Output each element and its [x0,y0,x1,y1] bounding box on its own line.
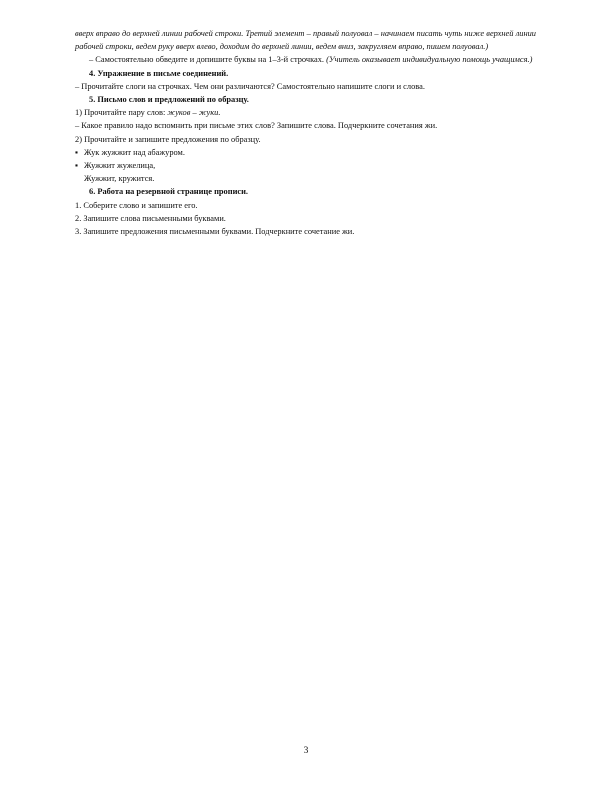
page-number: 3 [303,746,309,756]
section-heading-4: 4. Упражнение в письме соединений. [89,68,229,78]
trace-letters-text: – Самостоятельно обведите и допишите буквы на 1–3-й строчках. [89,55,325,65]
section-heading-6: 6. Работа на резервной странице прописи. [89,187,249,197]
paragraph-spelling-rule: – Какое правило надо вспомнить при письме этих слов? Запишите слова. Подчеркните сочетания жи. [75,121,438,131]
task-item: 3. Запишите предложения письменными буквами. Подчеркните сочетание жи. [75,227,355,237]
task-item: 1. Соберите слово и запишите его. [75,200,198,210]
paragraph-syllables: – Прочитайте слоги на строчках. Чем они различаются? Самостоятельно напишите слоги и слова. [75,81,425,91]
bullet-text: Жужжит жужелица, [84,161,156,171]
word-pair-example: жуков – жуки. [167,108,221,118]
word-pair-lead: 1) Прочитайте пару слов: [75,108,166,118]
paragraph-trace-letters [75,53,536,66]
task-item: 2. Запишите слова письменными буквами. [75,213,226,223]
paragraph-letter-writing-instructions: вверх вправо до верхней линии рабочей строки. Третий элемент – правый полуовал – начинаем писать чуть ниже верхней линии рабочей строки, ведем руку вверх влево, доходим до верхней линии, ведем вниз, закругляем вправо, пишем полуовал.) [75,29,536,52]
bullet-item [75,159,536,172]
document-body [75,27,536,238]
poem-line: Жужжит, кружится. [84,174,155,184]
paragraph-word-pair [75,106,536,119]
teacher-note: (Учитель оказывает индивидуальную помощь учащимся.) [326,55,533,65]
bullet-item [75,146,536,159]
section-heading-5: 5. Письмо слов и предложений по образцу. [89,95,249,105]
bullet-text: Жук жужжит над абажуром. [84,147,185,157]
bullet-marker: ▪ [75,147,78,157]
paragraph-sentence-task: 2) Прочитайте и запишите предложения по образцу. [75,134,261,144]
bullet-marker: ▪ [75,161,78,171]
